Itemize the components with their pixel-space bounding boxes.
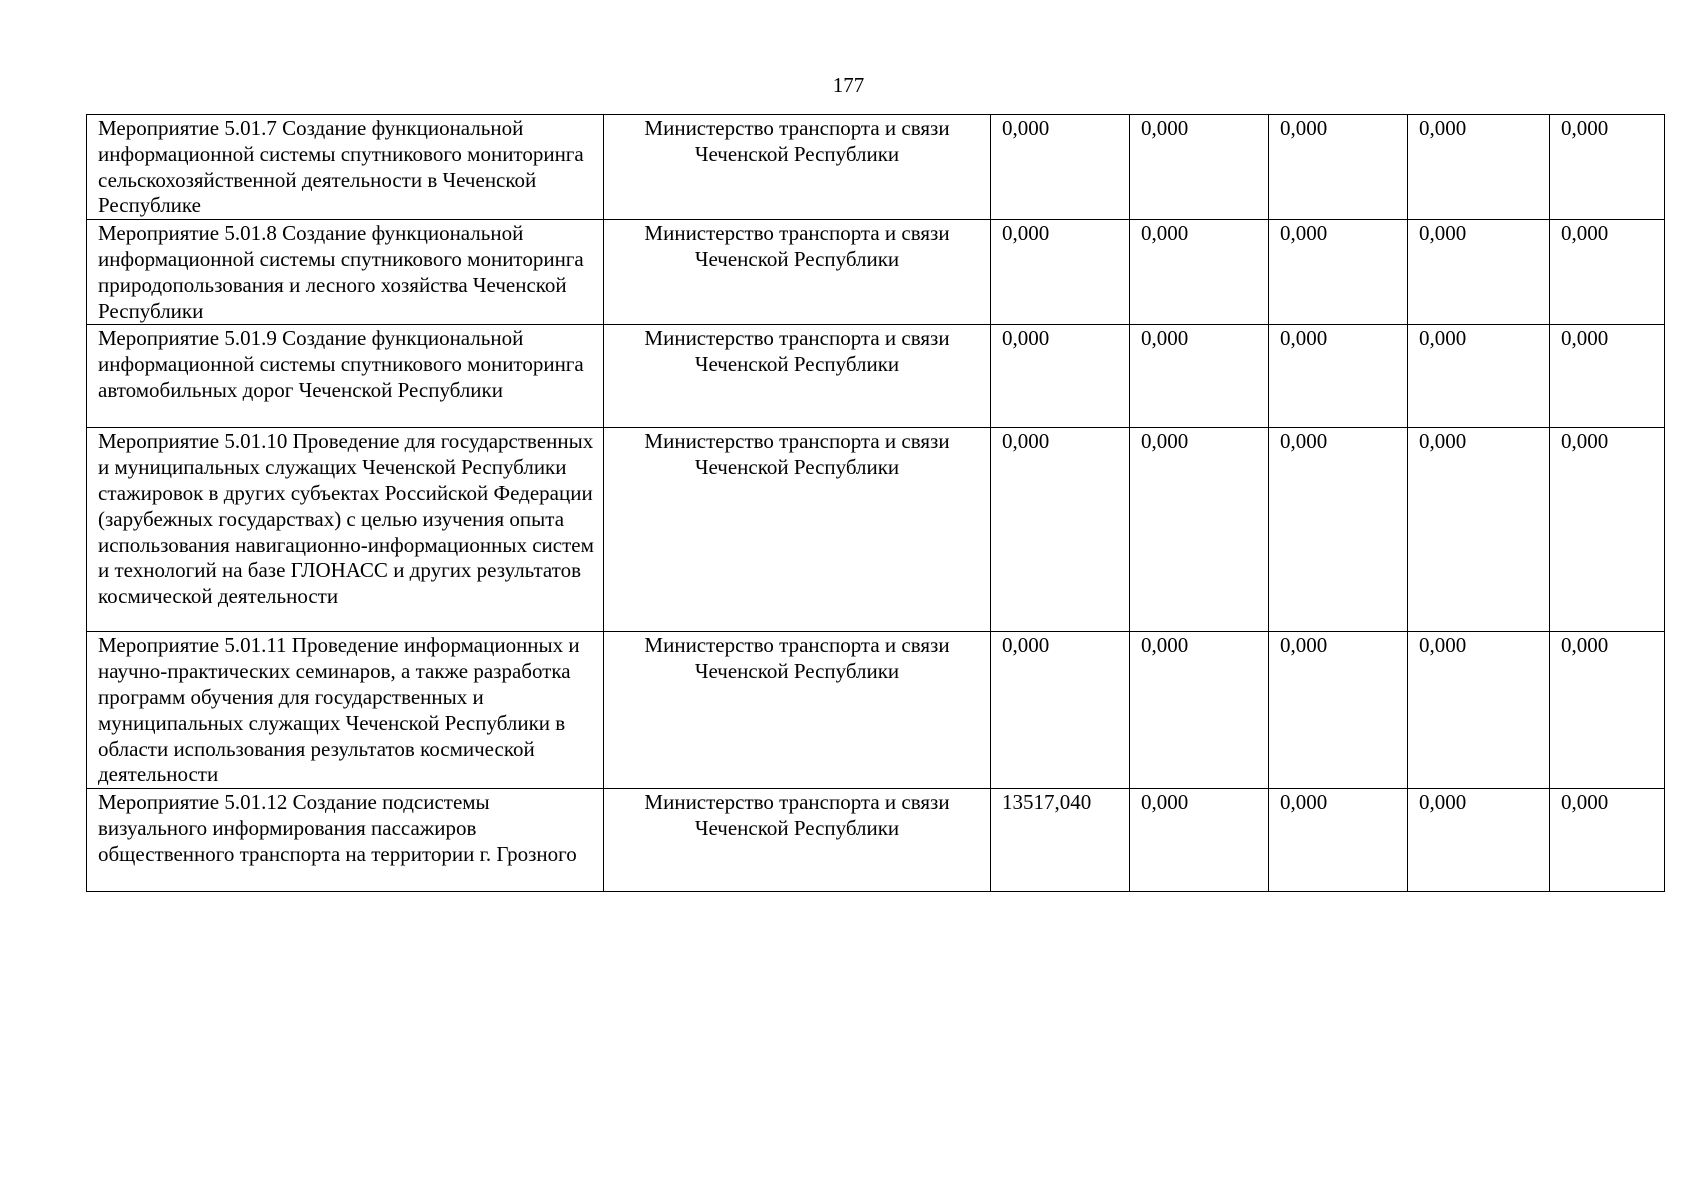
value-cell: 0,000: [1550, 220, 1665, 325]
value-cell: 0,000: [1408, 428, 1550, 632]
value-cell: 0,000: [1130, 325, 1269, 428]
value-cell: 0,000: [1550, 632, 1665, 789]
activity-cell: Мероприятие 5.01.9 Создание функциональной информационной системы спутникового мониторинга автомобильных дорог Чеченской Республики: [87, 325, 604, 428]
value-cell: 0,000: [1130, 428, 1269, 632]
activity-cell: Мероприятие 5.01.8 Создание функциональной информационной системы спутникового мониторинга природопользования и лесного хозяйства Чеченской Республики: [87, 220, 604, 325]
value-cell: 0,000: [1408, 789, 1550, 892]
activity-cell: Мероприятие 5.01.7 Создание функциональной информационной системы спутникового мониторинга сельскохозяйственной деятельности в Чеченской Республике: [87, 115, 604, 220]
activity-cell: Мероприятие 5.01.11 Проведение информационных и научно-практических семинаров, а также разработка программ обучения для государственных и муниципальных служащих Чеченской Республики в области использования результатов космической деятельности: [87, 632, 604, 789]
value-cell: 0,000: [991, 428, 1130, 632]
activity-cell: Мероприятие 5.01.12 Создание подсистемы визуального информирования пассажиров общественного транспорта на территории г. Грозного: [87, 789, 604, 892]
executor-cell: Министерство транспорта и связи Чеченской Республики: [604, 789, 991, 892]
value-cell: 0,000: [1130, 632, 1269, 789]
value-cell: 0,000: [1550, 115, 1665, 220]
value-cell: 0,000: [1550, 428, 1665, 632]
program-activities-table: [86, 114, 1665, 892]
value-cell: 0,000: [1269, 325, 1408, 428]
value-cell: 0,000: [1408, 115, 1550, 220]
executor-cell: Министерство транспорта и связи Чеченской Республики: [604, 428, 991, 632]
table-row: [87, 789, 1665, 892]
table-row: [87, 325, 1665, 428]
value-cell: 0,000: [1408, 325, 1550, 428]
activity-cell: Мероприятие 5.01.10 Проведение для государственных и муниципальных служащих Чеченской Республики стажировок в других субъектах Российской Федерации (зарубежных государствах) с целью изучения опыта использования навигационно-информационных систем и технологий на базе ГЛОНАСС и других результатов космической деятельности: [87, 428, 604, 632]
value-cell: 0,000: [1269, 220, 1408, 325]
value-cell: 0,000: [991, 220, 1130, 325]
value-cell: 0,000: [991, 115, 1130, 220]
executor-cell: Министерство транспорта и связи Чеченской Республики: [604, 115, 991, 220]
value-cell: 0,000: [1130, 115, 1269, 220]
value-cell: 0,000: [1550, 789, 1665, 892]
value-cell: 13517,040: [991, 789, 1130, 892]
value-cell: 0,000: [1269, 789, 1408, 892]
value-cell: 0,000: [1550, 325, 1665, 428]
value-cell: 0,000: [1269, 428, 1408, 632]
value-cell: 0,000: [1130, 220, 1269, 325]
executor-cell: Министерство транспорта и связи Чеченской Республики: [604, 632, 991, 789]
value-cell: 0,000: [1130, 789, 1269, 892]
value-cell: 0,000: [1408, 220, 1550, 325]
value-cell: 0,000: [1269, 115, 1408, 220]
table-row: [87, 428, 1665, 632]
table-row: [87, 220, 1665, 325]
table-row: [87, 115, 1665, 220]
value-cell: 0,000: [991, 325, 1130, 428]
value-cell: 0,000: [991, 632, 1130, 789]
executor-cell: Министерство транспорта и связи Чеченской Республики: [604, 325, 991, 428]
executor-cell: Министерство транспорта и связи Чеченской Республики: [604, 220, 991, 325]
value-cell: 0,000: [1269, 632, 1408, 789]
value-cell: 0,000: [1408, 632, 1550, 789]
table-row: [87, 632, 1665, 789]
page-number: 177: [832, 73, 865, 97]
